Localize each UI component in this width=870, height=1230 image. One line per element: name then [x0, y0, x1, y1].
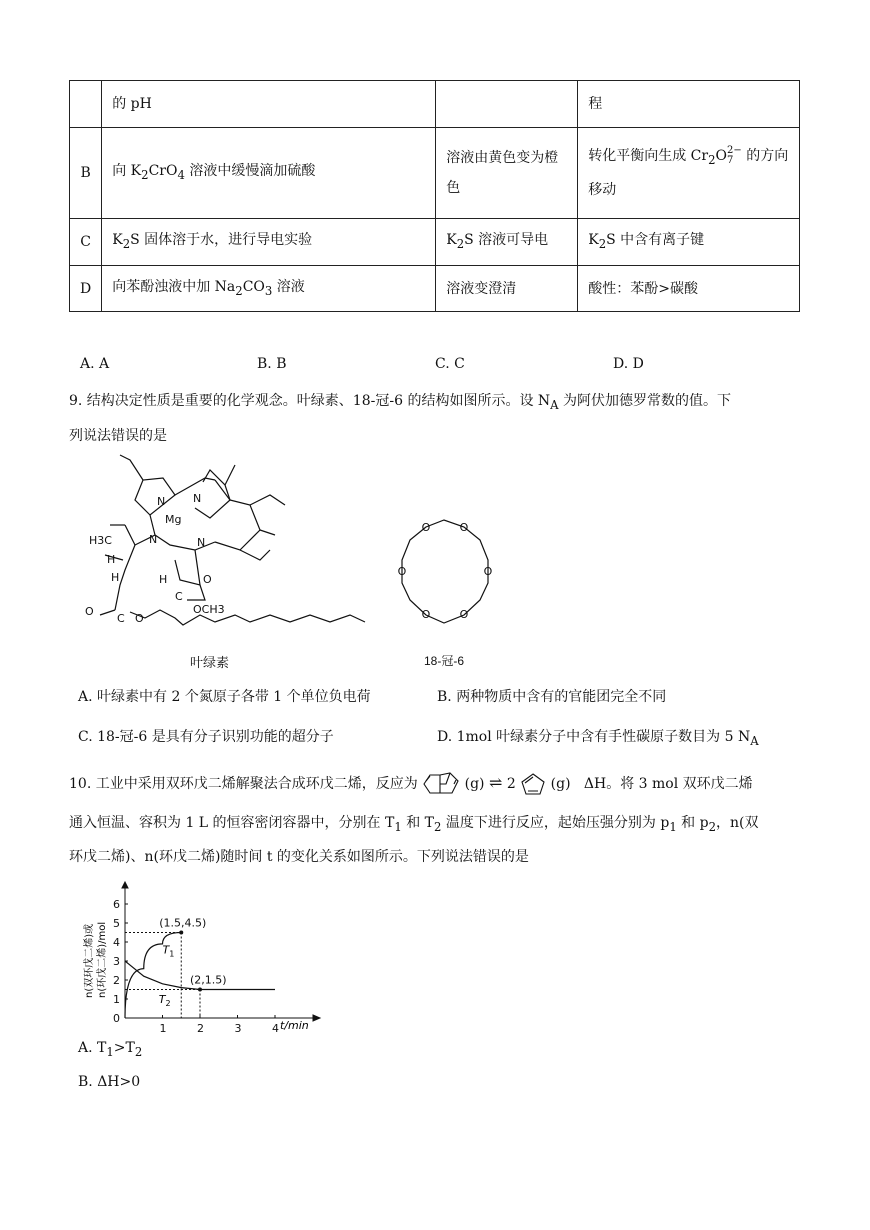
phenomenon-cell: 溶液由黄色变为橙 色: [436, 128, 578, 219]
phenomenon-cell: [436, 81, 578, 128]
y-tick-label: 3: [113, 955, 120, 968]
chem-label-mg: Mg: [165, 513, 182, 526]
x-tick-label: 1: [159, 1022, 167, 1035]
x-axis-label: t/min: [280, 1019, 309, 1032]
chem-label-o: O: [85, 605, 94, 618]
crown-o: O: [459, 608, 469, 621]
chem-label-o: O: [203, 573, 212, 586]
x-tick-label: 3: [234, 1022, 242, 1035]
row-label: C: [70, 219, 102, 266]
crown-o: O: [421, 608, 431, 621]
y-tick-label: 4: [113, 936, 120, 949]
equilibrium-arrow: ⇌: [488, 773, 503, 792]
y-tick-label: 6: [113, 898, 120, 911]
row-label: D: [70, 266, 102, 312]
phenomenon-cell: 溶液变澄清: [436, 266, 578, 312]
table-row: [70, 128, 800, 219]
chem-label-och3: OCH3: [193, 603, 225, 616]
q8-option-b: B. B: [257, 356, 287, 372]
q10-option-b: B. ΔH>0: [78, 1074, 141, 1090]
dicyclopentadiene-icon: [422, 771, 460, 797]
phenomenon-cell: $K_2S$ 溶液可导电: [436, 219, 578, 266]
q9-option-c: C. 18-冠-6 是具有分子识别功能的超分子: [78, 729, 334, 745]
conclusion-cell: $K_2S$ 中含有离子键: [578, 219, 800, 266]
chlorophyll-structure: [75, 450, 375, 650]
y-axis-arrow: [122, 882, 128, 888]
q10-stem-line1: 10. 工业中采用双环戊二烯解聚法合成环戊二烯，反应为 (g) ⇌ 2 (g) ΔH。将 3 mol 双环戊二烯: [69, 771, 753, 797]
crown-o: O: [397, 565, 407, 578]
q9-stem-line1: 9. 结构决定性质是重要的化学观念。叶绿素、18-冠-6 的结构如图所示。设 $N_A$ 为阿伏加德罗常数的值。下: [69, 393, 732, 412]
operation-cell: 向 $K_2CrO_4$ 溶液中缓慢滴加硫酸: [102, 128, 436, 219]
x-tick-label: 2: [197, 1022, 204, 1035]
chem-label-h: H: [107, 553, 116, 566]
q10-stem-line2: 通入恒温、容积为 1 L 的恒容密闭容器中，分别在 $T_1$ 和 $T_2$ 温度下进行反应，起始压强分别为 $p_1$ 和 $p_2$，n(双: [69, 815, 759, 834]
chem-label-h3c: H3C: [89, 534, 112, 547]
conclusion-cell: 转化平衡向生成 $Cr_2O$ 2− 7 的方向 移动: [578, 128, 800, 219]
y-tick-label: 0: [113, 1012, 120, 1025]
crown-caption: 18-冠-6: [424, 654, 465, 668]
q10-stem-line3: 环戊二烯)、n(环戊二烯)随时间 t 的变化关系如图所示。下列说法错误的是: [69, 849, 529, 865]
crown-o: O: [421, 521, 431, 534]
table-row: [70, 81, 800, 128]
operation-cell: 向苯酚浊液中加 $Na_2CO_3$ 溶液: [102, 266, 436, 312]
question-8-table: [69, 80, 800, 312]
series-label-T1: $T_1$: [162, 943, 175, 959]
y-tick-label: 2: [113, 974, 120, 987]
row-label: B: [70, 128, 102, 219]
y-axis-label-line1: n(双环戊二烯)或: [84, 923, 95, 998]
table-row: [70, 266, 800, 312]
annotation-label: (1.5,4.5): [159, 916, 207, 930]
y-axis-label-line2: n(环戊二烯)/mol: [97, 921, 108, 998]
q9-option-b: B. 两种物质中含有的官能团完全不同: [437, 689, 667, 705]
chem-label-h: H: [159, 573, 168, 586]
crown-o: O: [483, 565, 493, 578]
chem-label-n: N: [197, 536, 206, 549]
q10-chart: [75, 878, 335, 1035]
conclusion-cell: 酸性：苯酚>碳酸: [578, 266, 800, 312]
annotation-label: (2,1.5): [190, 973, 227, 987]
crown-ether-structure: [380, 515, 510, 635]
chem-label-n: N: [149, 533, 158, 546]
operation-cell: 的 pH: [102, 81, 436, 128]
chem-label-h: H: [111, 571, 120, 584]
q9-option-d: D. 1mol 叶绿素分子中含有手性碳原子数目为 5 $N_A$: [437, 729, 759, 748]
y-tick-label: 5: [113, 917, 120, 930]
chem-label-c: C: [175, 590, 183, 603]
q9-option-a: A. 叶绿素中有 2 个氮原子各带 1 个单位负电荷: [78, 689, 371, 705]
chem-label-c: C: [117, 612, 125, 625]
chem-label-n: N: [157, 495, 166, 508]
crown-o: O: [459, 521, 469, 534]
series-label-T2: $T_2$: [158, 993, 171, 1008]
x-tick-label: 4: [272, 1022, 279, 1035]
x-axis-arrow: [313, 1015, 320, 1021]
chem-label-o: O: [135, 612, 144, 625]
q8-option-d: D. D: [613, 356, 644, 372]
q9-stem-line2: 列说法错误的是: [69, 428, 167, 444]
cyclopentadiene-icon: [520, 772, 546, 796]
row-label: [70, 81, 102, 128]
q10-option-a: A. $T_1>T_2$: [78, 1040, 143, 1059]
operation-cell: $K_2S$ 固体溶于水，进行导电实验: [102, 219, 436, 266]
chlorophyll-caption: 叶绿素: [190, 656, 230, 671]
y-tick-label: 1: [113, 993, 120, 1006]
q8-option-c: C. C: [435, 356, 465, 372]
q8-option-a: A. A: [80, 356, 110, 372]
chem-label-n: N: [193, 492, 202, 505]
conclusion-cell: 程: [578, 81, 800, 128]
series-line-T1: [125, 933, 181, 1019]
table-row: [70, 219, 800, 266]
